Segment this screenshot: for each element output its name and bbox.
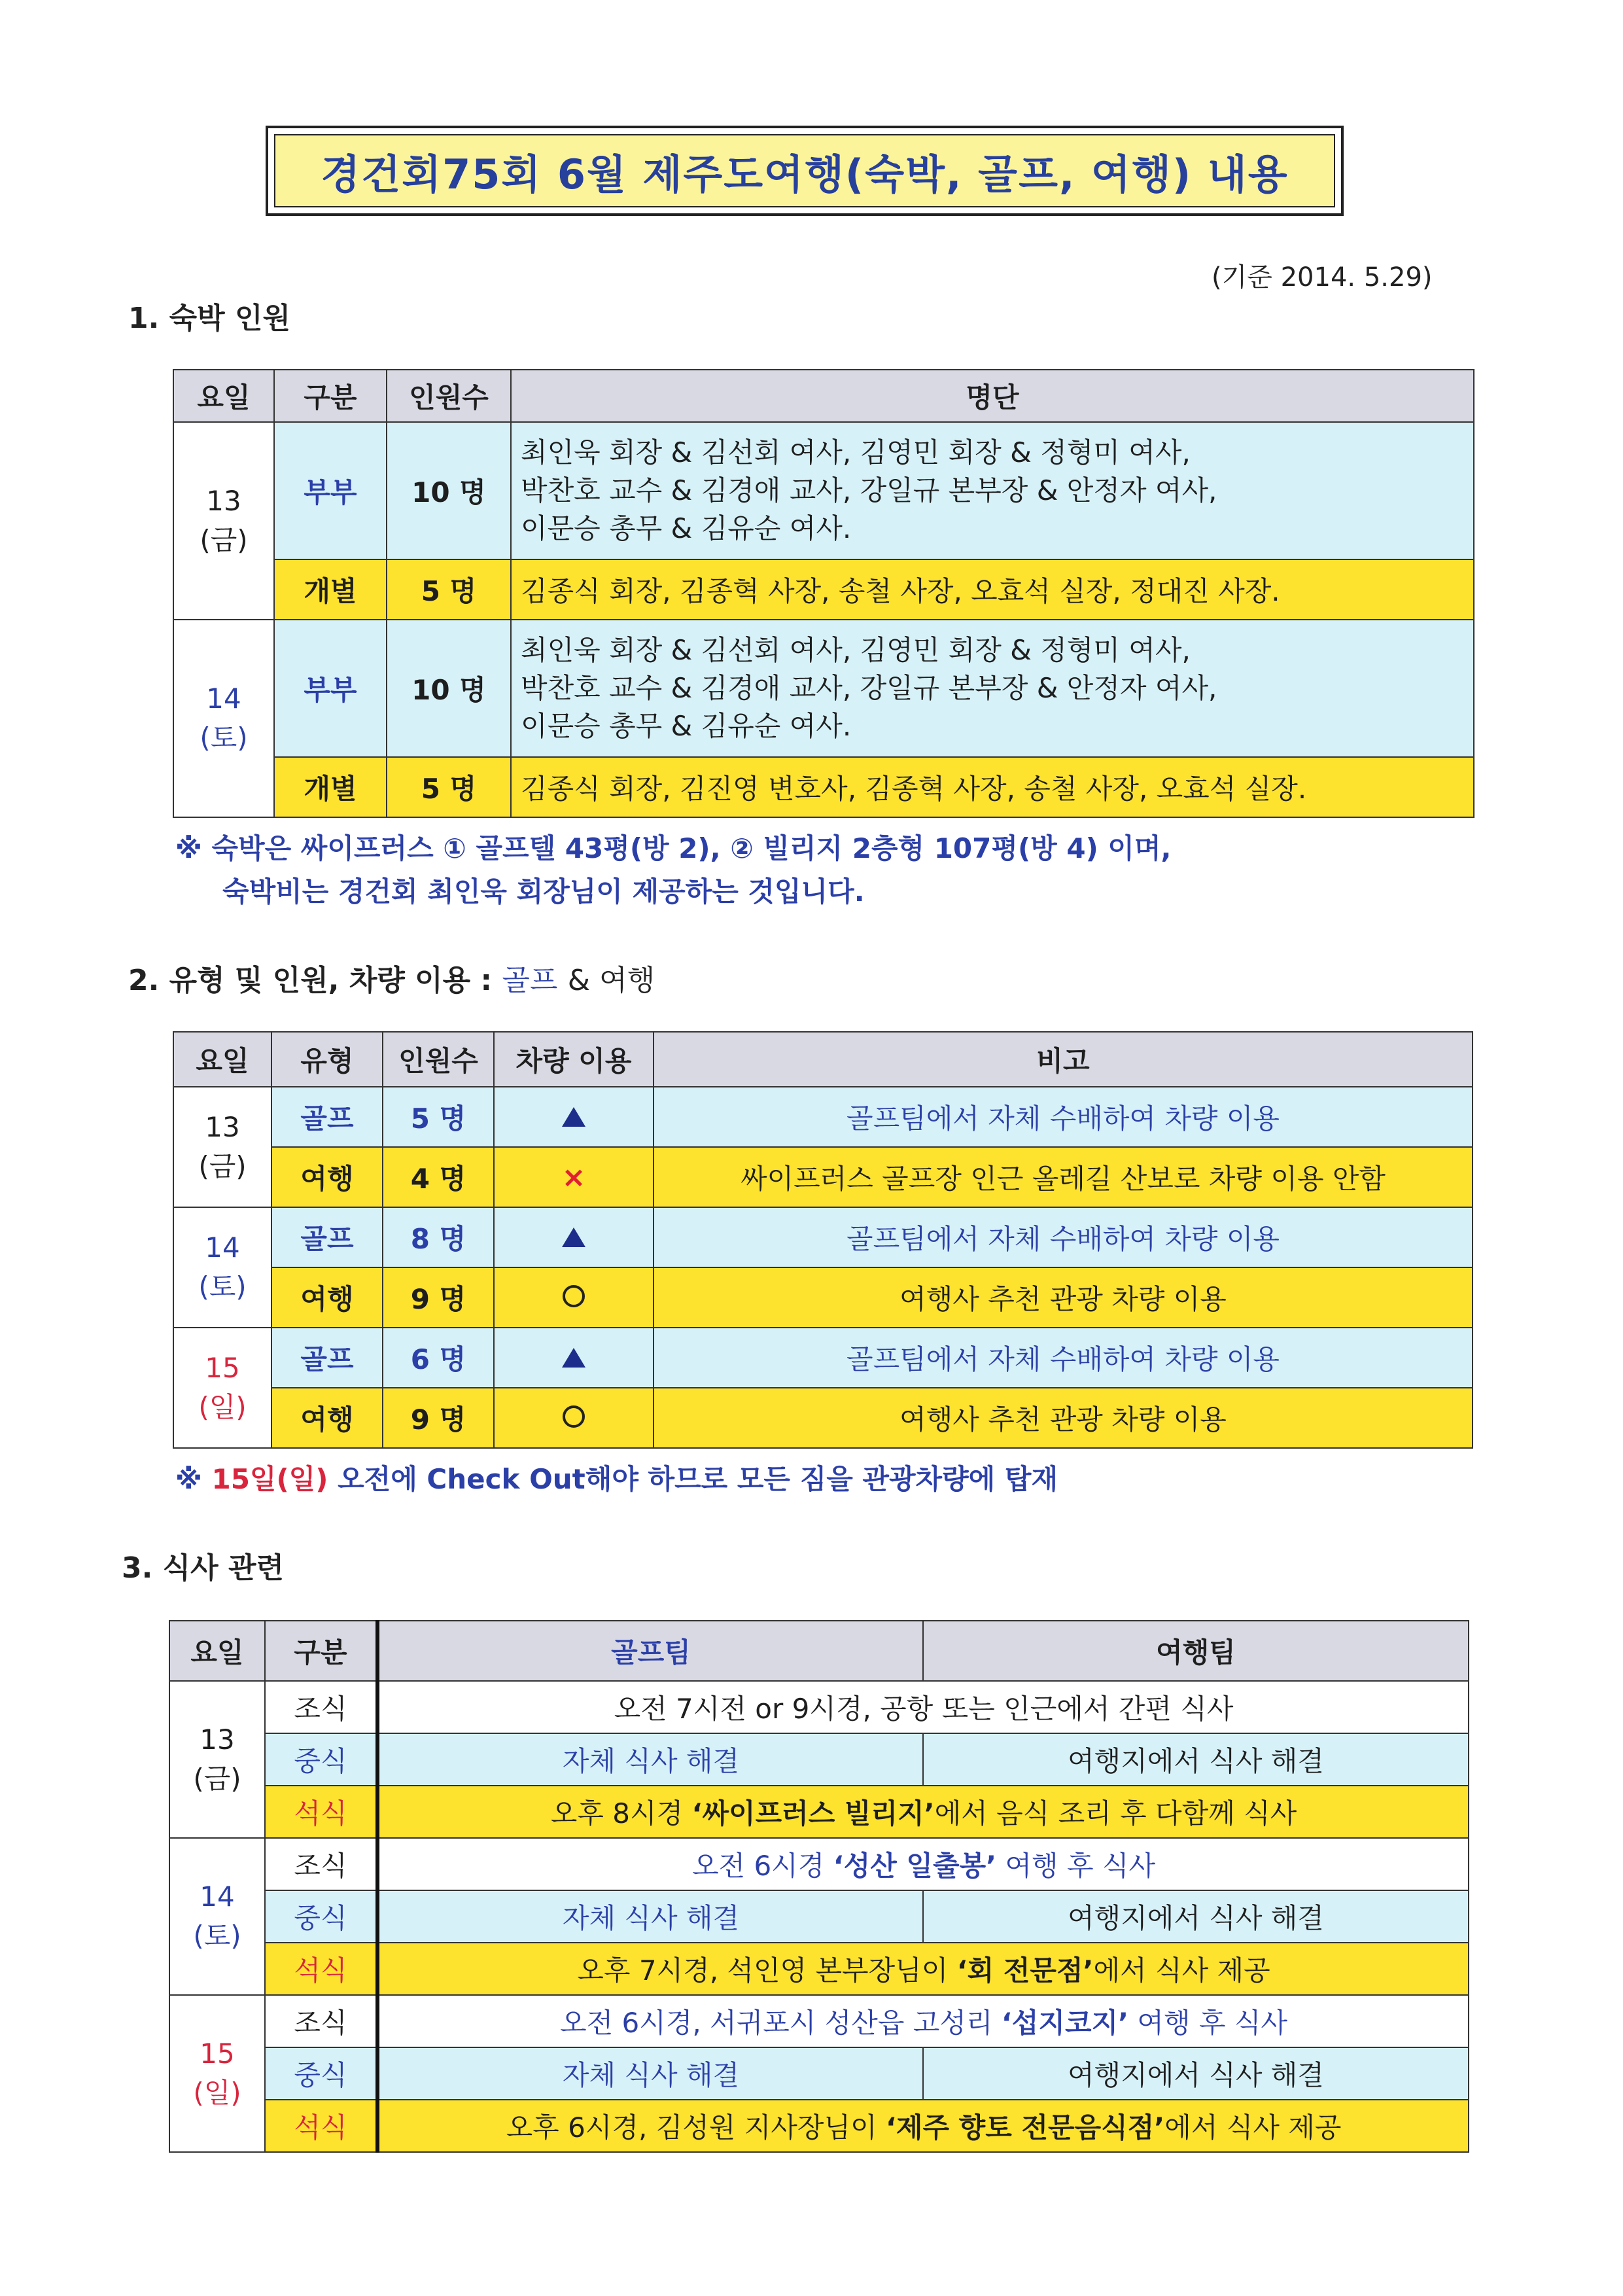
col-header-names: 명단 xyxy=(511,370,1474,422)
col-header-type: 유형 xyxy=(271,1032,383,1087)
table-row xyxy=(169,1995,1469,2047)
table-row xyxy=(173,1388,1473,1448)
vehicle-cell xyxy=(494,1207,654,1267)
lunch-golf: 자체 식사 해결 xyxy=(377,2047,923,2100)
col-header-travel-team: 여행팀 xyxy=(923,1621,1469,1681)
checkout-note: ※ 15일(일) 오전에 Check Out해야 하므로 모든 짐을 관광차량에 탑재 xyxy=(175,1463,1058,1495)
lunch-travel: 여행지에서 식사 해결 xyxy=(923,2047,1469,2100)
type-travel: 여행 xyxy=(271,1388,383,1448)
category-single: 개별 xyxy=(274,757,387,817)
remark-golf: 골프팀에서 자체 수배하여 차량 이용 xyxy=(654,1328,1473,1388)
lunch-travel: 여행지에서 식사 해결 xyxy=(923,1890,1469,1943)
remark-travel: 여행사 추천 관광 차량 이용 xyxy=(654,1267,1473,1328)
category-couple: 부부 xyxy=(274,422,387,559)
day-cell: 13 (금) xyxy=(173,1087,271,1207)
couple-names: 최인욱 회장 & 김선회 여사, 김영민 회장 & 정형미 여사, 박찬호 교수 & 김경애 교사, 강일규 본부장 & 안정자 여사, 이문승 총무 & 김유순 여사. xyxy=(511,422,1474,559)
table-row xyxy=(169,1733,1469,1786)
col-header-vehicle: 차량 이용 xyxy=(494,1032,654,1087)
vehicle-cell xyxy=(494,1388,654,1448)
table-row xyxy=(169,2100,1469,2152)
col-header-golf-team: 골프팀 xyxy=(377,1621,923,1681)
title-box xyxy=(266,126,1344,216)
count-single: 5 명 xyxy=(387,757,511,817)
remark-golf: 골프팀에서 자체 수배하여 차량 이용 xyxy=(654,1087,1473,1147)
type-golf: 골프 xyxy=(271,1328,383,1388)
count-golf: 5 명 xyxy=(383,1087,494,1147)
dinner-detail: 오후 8시경 ‘싸이프러스 빌리지’에서 음식 조리 후 다함께 식사 xyxy=(377,1786,1469,1838)
count-golf: 6 명 xyxy=(383,1328,494,1388)
table-row xyxy=(173,559,1474,620)
lunch-golf: 자체 식사 해결 xyxy=(377,1733,923,1786)
category-single: 개별 xyxy=(274,559,387,620)
meal-breakfast: 조식 xyxy=(265,1681,377,1733)
table-row xyxy=(173,1087,1473,1147)
remark-travel: 싸이프러스 골프장 인근 올레길 산보로 차량 이용 안함 xyxy=(654,1147,1473,1207)
x-icon: × xyxy=(561,1160,586,1194)
triangle-icon xyxy=(562,1227,585,1247)
table-row xyxy=(173,1267,1473,1328)
table-row xyxy=(173,1207,1473,1267)
day-cell: 14 (토) xyxy=(173,1207,271,1328)
meal-breakfast: 조식 xyxy=(265,1838,377,1890)
breakfast-detail: 오전 7시전 or 9시경, 공항 또는 인근에서 간편 식사 xyxy=(377,1681,1469,1733)
couple-names: 최인욱 회장 & 김선회 여사, 김영민 회장 & 정형미 여사, 박찬호 교수 & 김경애 교사, 강일규 본부장 & 안정자 여사, 이문승 총무 & 김유순 여사. xyxy=(511,620,1474,757)
count-travel: 9 명 xyxy=(383,1388,494,1448)
vehicle-cell xyxy=(494,1147,654,1207)
vehicle-cell xyxy=(494,1087,654,1147)
col-header-day: 요일 xyxy=(173,1032,271,1087)
day-cell: 13 (금) xyxy=(169,1681,265,1838)
section1-heading: 1. 숙박 인원 xyxy=(128,302,290,335)
breakfast-detail: 오전 6시경 ‘성산 일출봉’ 여행 후 식사 xyxy=(377,1838,1469,1890)
single-names: 김종식 회장, 김종혁 사장, 송철 사장, 오효석 실장, 정대진 사장. xyxy=(511,559,1474,620)
circle-icon xyxy=(563,1405,585,1428)
count-single: 5 명 xyxy=(387,559,511,620)
breakfast-detail: 오전 6시경, 서귀포시 성산읍 고성리 ‘섭지코지’ 여행 후 식사 xyxy=(377,1995,1469,2047)
type-travel: 여행 xyxy=(271,1147,383,1207)
table-row xyxy=(173,620,1474,757)
type-golf: 골프 xyxy=(271,1207,383,1267)
remark-golf: 골프팀에서 자체 수배하여 차량 이용 xyxy=(654,1207,1473,1267)
col-header-count: 인원수 xyxy=(387,370,511,422)
col-header-day: 요일 xyxy=(169,1621,265,1681)
triangle-icon xyxy=(562,1348,585,1368)
table-row xyxy=(169,2047,1469,2100)
lunch-travel: 여행지에서 식사 해결 xyxy=(923,1733,1469,1786)
table-row xyxy=(169,1838,1469,1890)
section3-heading: 3. 식사 관련 xyxy=(122,1551,284,1585)
table-row xyxy=(173,1147,1473,1207)
dinner-detail: 오후 6시경, 김성원 지사장님이 ‘제주 향토 전문음식점’에서 식사 제공 xyxy=(377,2100,1469,2152)
day-cell: 14 (토) xyxy=(169,1838,265,1995)
table-row xyxy=(173,422,1474,559)
table-row xyxy=(173,757,1474,817)
col-header-remarks: 비고 xyxy=(654,1032,1473,1087)
count-couple: 10 명 xyxy=(387,620,511,757)
date-note: (기준 2014. 5.29) xyxy=(1212,262,1433,292)
meal-lunch: 중식 xyxy=(265,2047,377,2100)
vehicle-cell xyxy=(494,1267,654,1328)
day-cell: 14 (토) xyxy=(173,620,274,817)
lodging-note-line1: ※ 숙박은 싸이프러스 ① 골프텔 43평(방 2), ② 빌리지 2층형 107평(방 4) 이며, xyxy=(175,832,1172,864)
remark-travel: 여행사 추천 관광 차량 이용 xyxy=(654,1388,1473,1448)
count-travel: 4 명 xyxy=(383,1147,494,1207)
col-header-count: 인원수 xyxy=(383,1032,494,1087)
count-couple: 10 명 xyxy=(387,422,511,559)
table-row xyxy=(169,1890,1469,1943)
section2-heading: 2. 유형 및 인원, 차량 이용 : 골프 & 여행 xyxy=(128,964,655,997)
table-row xyxy=(169,1943,1469,1995)
transport-table xyxy=(173,1031,1473,1449)
lodging-note-line2: 숙박비는 경건회 최인욱 회장님이 제공하는 것입니다. xyxy=(222,875,865,908)
page-title: 경건회75회 6월 제주도여행(숙박, 골프, 여행) 내용 xyxy=(274,134,1335,207)
day-cell: 15 (일) xyxy=(173,1328,271,1448)
dinner-detail: 오후 7시경, 석인영 본부장님이 ‘회 전문점’에서 식사 제공 xyxy=(377,1943,1469,1995)
meal-dinner: 석식 xyxy=(265,1943,377,1995)
col-header-meal: 구분 xyxy=(265,1621,377,1681)
lodging-table xyxy=(173,369,1475,818)
table-row xyxy=(169,1681,1469,1733)
meal-dinner: 석식 xyxy=(265,2100,377,2152)
type-golf: 골프 xyxy=(271,1087,383,1147)
category-couple: 부부 xyxy=(274,620,387,757)
circle-icon xyxy=(563,1285,585,1307)
lunch-golf: 자체 식사 해결 xyxy=(377,1890,923,1943)
meal-lunch: 중식 xyxy=(265,1890,377,1943)
table-row xyxy=(169,1786,1469,1838)
meal-dinner: 석식 xyxy=(265,1786,377,1838)
table-row xyxy=(173,1328,1473,1388)
vehicle-cell xyxy=(494,1328,654,1388)
meal-lunch: 중식 xyxy=(265,1733,377,1786)
day-cell: 15 (일) xyxy=(169,1995,265,2152)
meals-table xyxy=(169,1620,1469,2153)
triangle-icon xyxy=(562,1107,585,1127)
meal-breakfast: 조식 xyxy=(265,1995,377,2047)
day-cell: 13 (금) xyxy=(173,422,274,620)
col-header-category: 구분 xyxy=(274,370,387,422)
col-header-day: 요일 xyxy=(173,370,274,422)
single-names: 김종식 회장, 김진영 변호사, 김종혁 사장, 송철 사장, 오효석 실장. xyxy=(511,757,1474,817)
count-travel: 9 명 xyxy=(383,1267,494,1328)
type-travel: 여행 xyxy=(271,1267,383,1328)
count-golf: 8 명 xyxy=(383,1207,494,1267)
